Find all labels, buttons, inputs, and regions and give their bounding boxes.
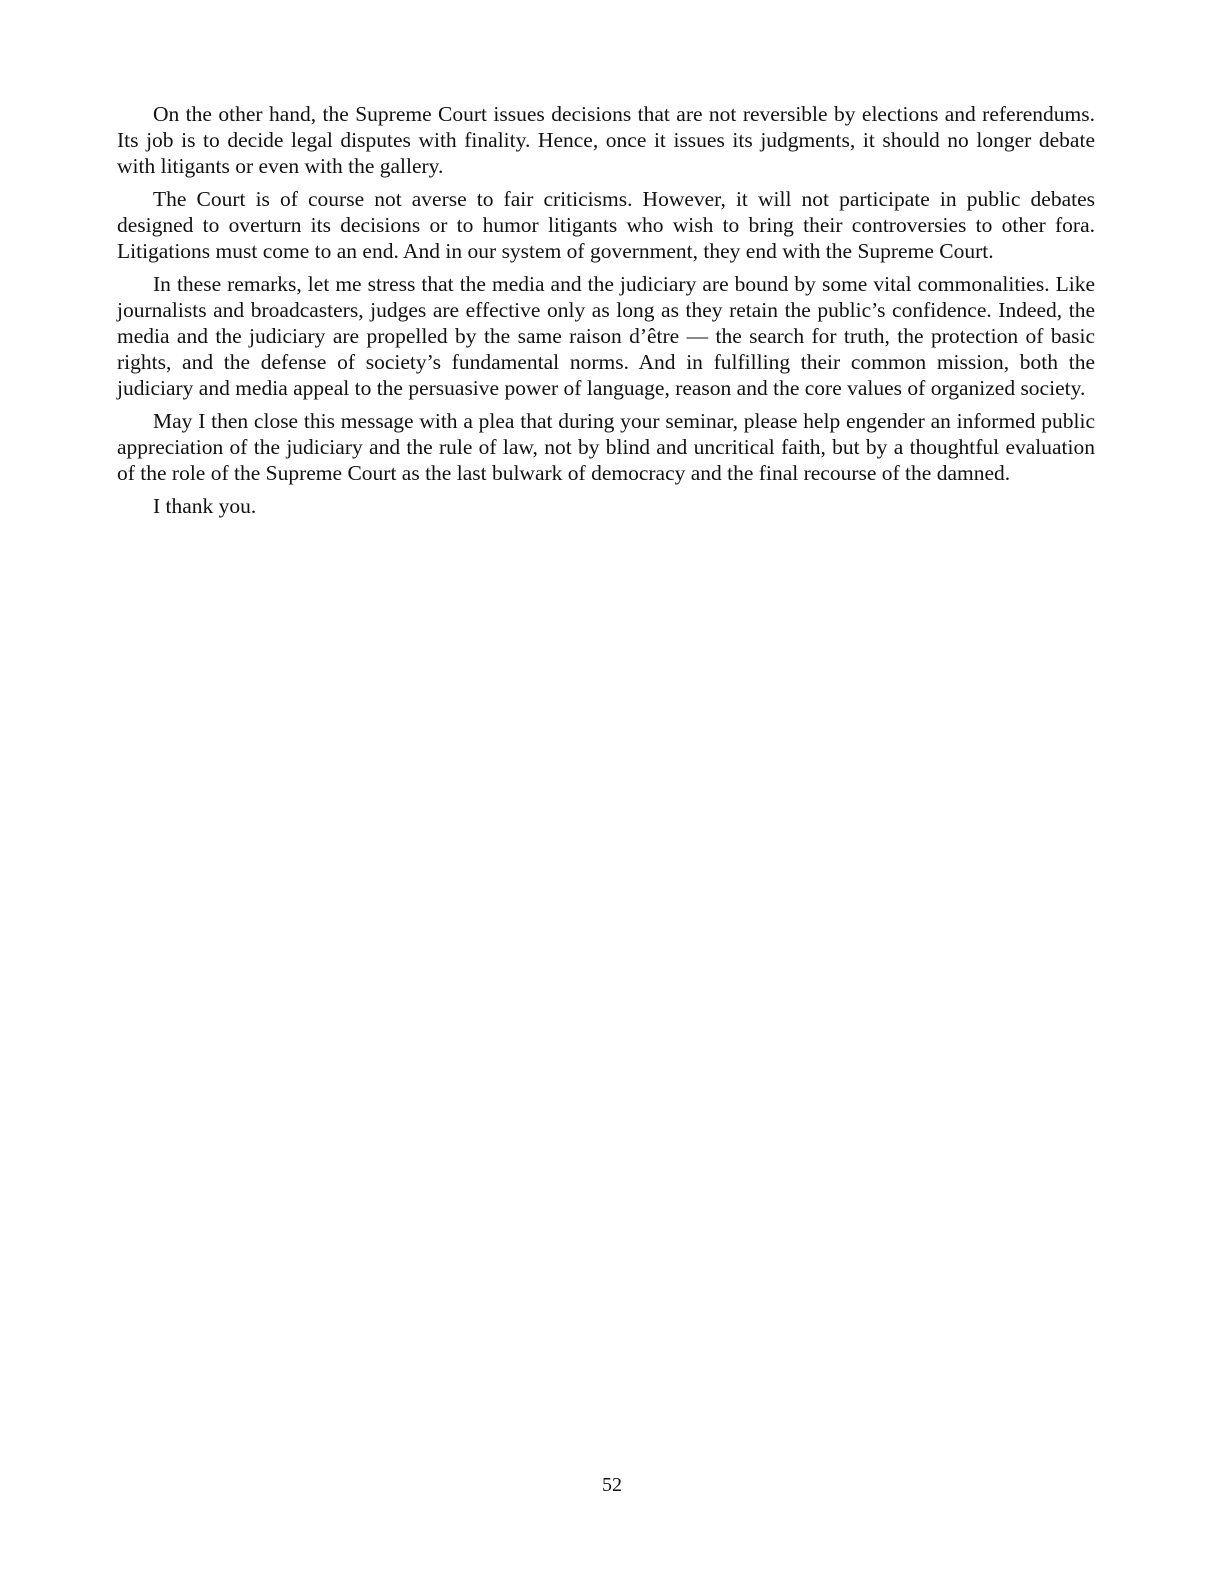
- paragraph-fair-criticisms: The Court is of course not averse to fair criticisms. However, it will not participate in public debates designed to overturn its decisions or to humor litigants who wish to bring their controversies to other fora. Litigations must come to an end. And in our system of government, they end with the Supreme Court.: [117, 187, 1095, 263]
- document-body: [117, 101, 1095, 526]
- paragraph-media-judiciary-commonalities: In these remarks, let me stress that the media and the judiciary are bound by some vital commonalities. Like journalists and broadcasters, judges are effective only as long as they retain the public’s confidence. Indeed, the media and the judiciary are propelled by the same raison d’être — the search for truth, the protection of basic rights, and the defense of society’s fundamental norms. And in fulfilling their common mission, both the judiciary and media appeal to the persuasive power of language, reason and the core values of organized society.: [117, 272, 1095, 400]
- paragraph-supreme-court-finality: On the other hand, the Supreme Court issues decisions that are not reversible by elections and referendums. Its job is to decide legal disputes with finality. Hence, once it issues its judgments, it should no longer debate with litigants or even with the gallery.: [117, 102, 1095, 178]
- paragraph-thank-you: I thank you.: [153, 494, 257, 518]
- paragraph-closing-plea: May I then close this message with a plea that during your seminar, please help engender an informed public appreciation of the judiciary and the rule of law, not by blind and uncritical faith, but by a thoughtful evaluation of the role of the Supreme Court as the last bulwark of democracy and the final recourse of the damned.: [117, 409, 1095, 485]
- page-number: 52: [602, 1474, 622, 1496]
